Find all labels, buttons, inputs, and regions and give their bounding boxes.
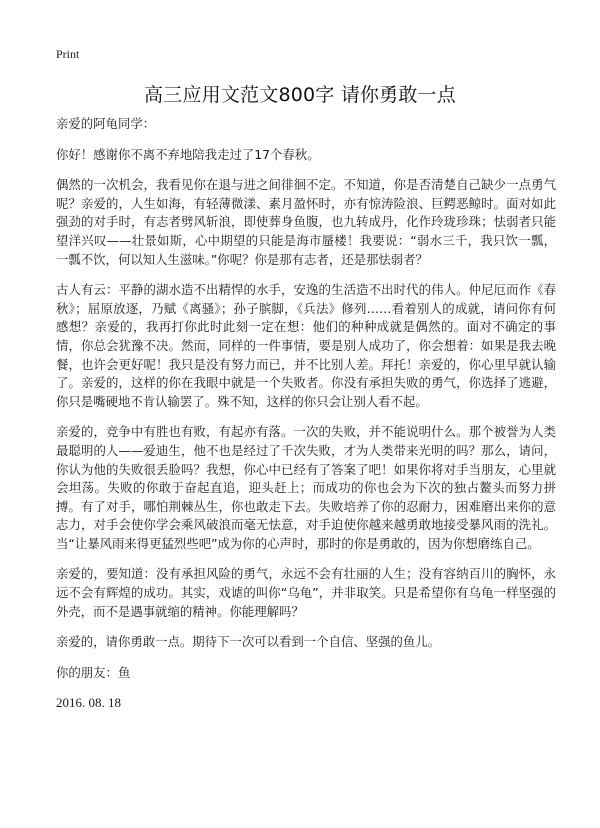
letter-paragraph-6: 亲爱的，请你勇敢一点。期待下一次可以看到一个自信、坚强的鱼儿。 (56, 634, 441, 650)
letter-date: 2016. 08. 18 (56, 695, 121, 711)
page-title: 高三应用文范文800字 请你勇敢一点 (144, 84, 456, 106)
letter-closing: 你的朋友：鱼 (56, 664, 131, 680)
letter-body (56, 115, 556, 725)
letter-paragraph-3: 古人有云：平静的湖水造不出精悍的水手，安逸的生活造不出时代的伟人。仲尼厄而作《春秋》；屈原放逐，乃赋《离骚》；孙子膑脚，《兵法》修列……看着别人的成就，请问你有何感想？亲爱的，我再打你此时此刻一定在想：他们的种种成就是偶然的。面对不确定的事情，你总会犹豫不决。然而，同样的一件事情，要是别人成功了，你会想着：如果是我去晚餐，也许会更好呢！我只是没有努力而已，并不比别人差。拜托！亲爱的，你心里早就认输了。亲爱的，这样的你在我眼中就是一个失败者。你没有承担失败的勇气，你选择了逃避，你只是嘴硬地不肯认输罢了。殊不知，这样的你只会让别人看不起。 (56, 282, 556, 409)
letter-greeting: 亲爱的阿龟同学： (56, 116, 156, 131)
letter-paragraph-5: 亲爱的，要知道：没有承担风险的勇气，永远不会有壮丽的人生；没有容纳百川的胸怀，永远不会有辉煌的成功。其实，戏谑的叫你“乌龟”，并非取笑。只是希望你有乌龟一样坚强的外壳，而不是遇事就缩的精神。你能理解吗？ (56, 566, 556, 619)
letter-paragraph-1: 你好！感谢你不离不弃地陪我走过了17个春秋。 (56, 146, 320, 162)
letter-paragraph-2: 偶然的一次机会，我看见你在退与进之间徘徊不定。不知道，你是否清楚自己缺少一点勇气呢？亲爱的，人生如海，有轻薄微漾、素月盈怀时，亦有惊涛险浪、巨鳄恶鲸时。面对如此强劲的对手时，有志者劈风斩浪，即使葬身鱼腹，也九转成丹，化作玲珑珍珠；怯弱者只能望洋兴叹——壮景如斯，心中期望的只能是海市蜃楼！我要说：“弱水三千，我只饮一瓢，一瓢不饮，何以知人生滋味。”你呢？你是那有志者，还是那怯弱者？ (56, 177, 556, 267)
print-label: Print (56, 47, 80, 61)
letter-paragraph-4: 亲爱的，竞争中有胜也有败，有起亦有落。一次的失败，并不能说明什么。那个被誉为人类最聪明的人——爱迪生，他不也是经过了千次失败，才为人类带来光明的吗？那么，请问，你认为他的失败很丢脸吗？我想，你心中已经有了答案了吧！如果你将对手当朋友，心里就会坦荡。失败的你敢于奋起直追，迎头赶上；而成功的你也会为下次的独占鳌头而努力拼搏。有了对手，哪怕荆棘丛生，你也敢走下去。失败培养了你的忍耐力，困难磨出来你的意志力，对手会使你学会乘风破浪而毫无怯意，对手迫使你越来越勇敢地接受暴风雨的洗礼。当“让暴风雨来得更猛烈些吧”成为你的心声时，那时的你是勇敢的，因为你想磨练自己。 (56, 424, 556, 551)
